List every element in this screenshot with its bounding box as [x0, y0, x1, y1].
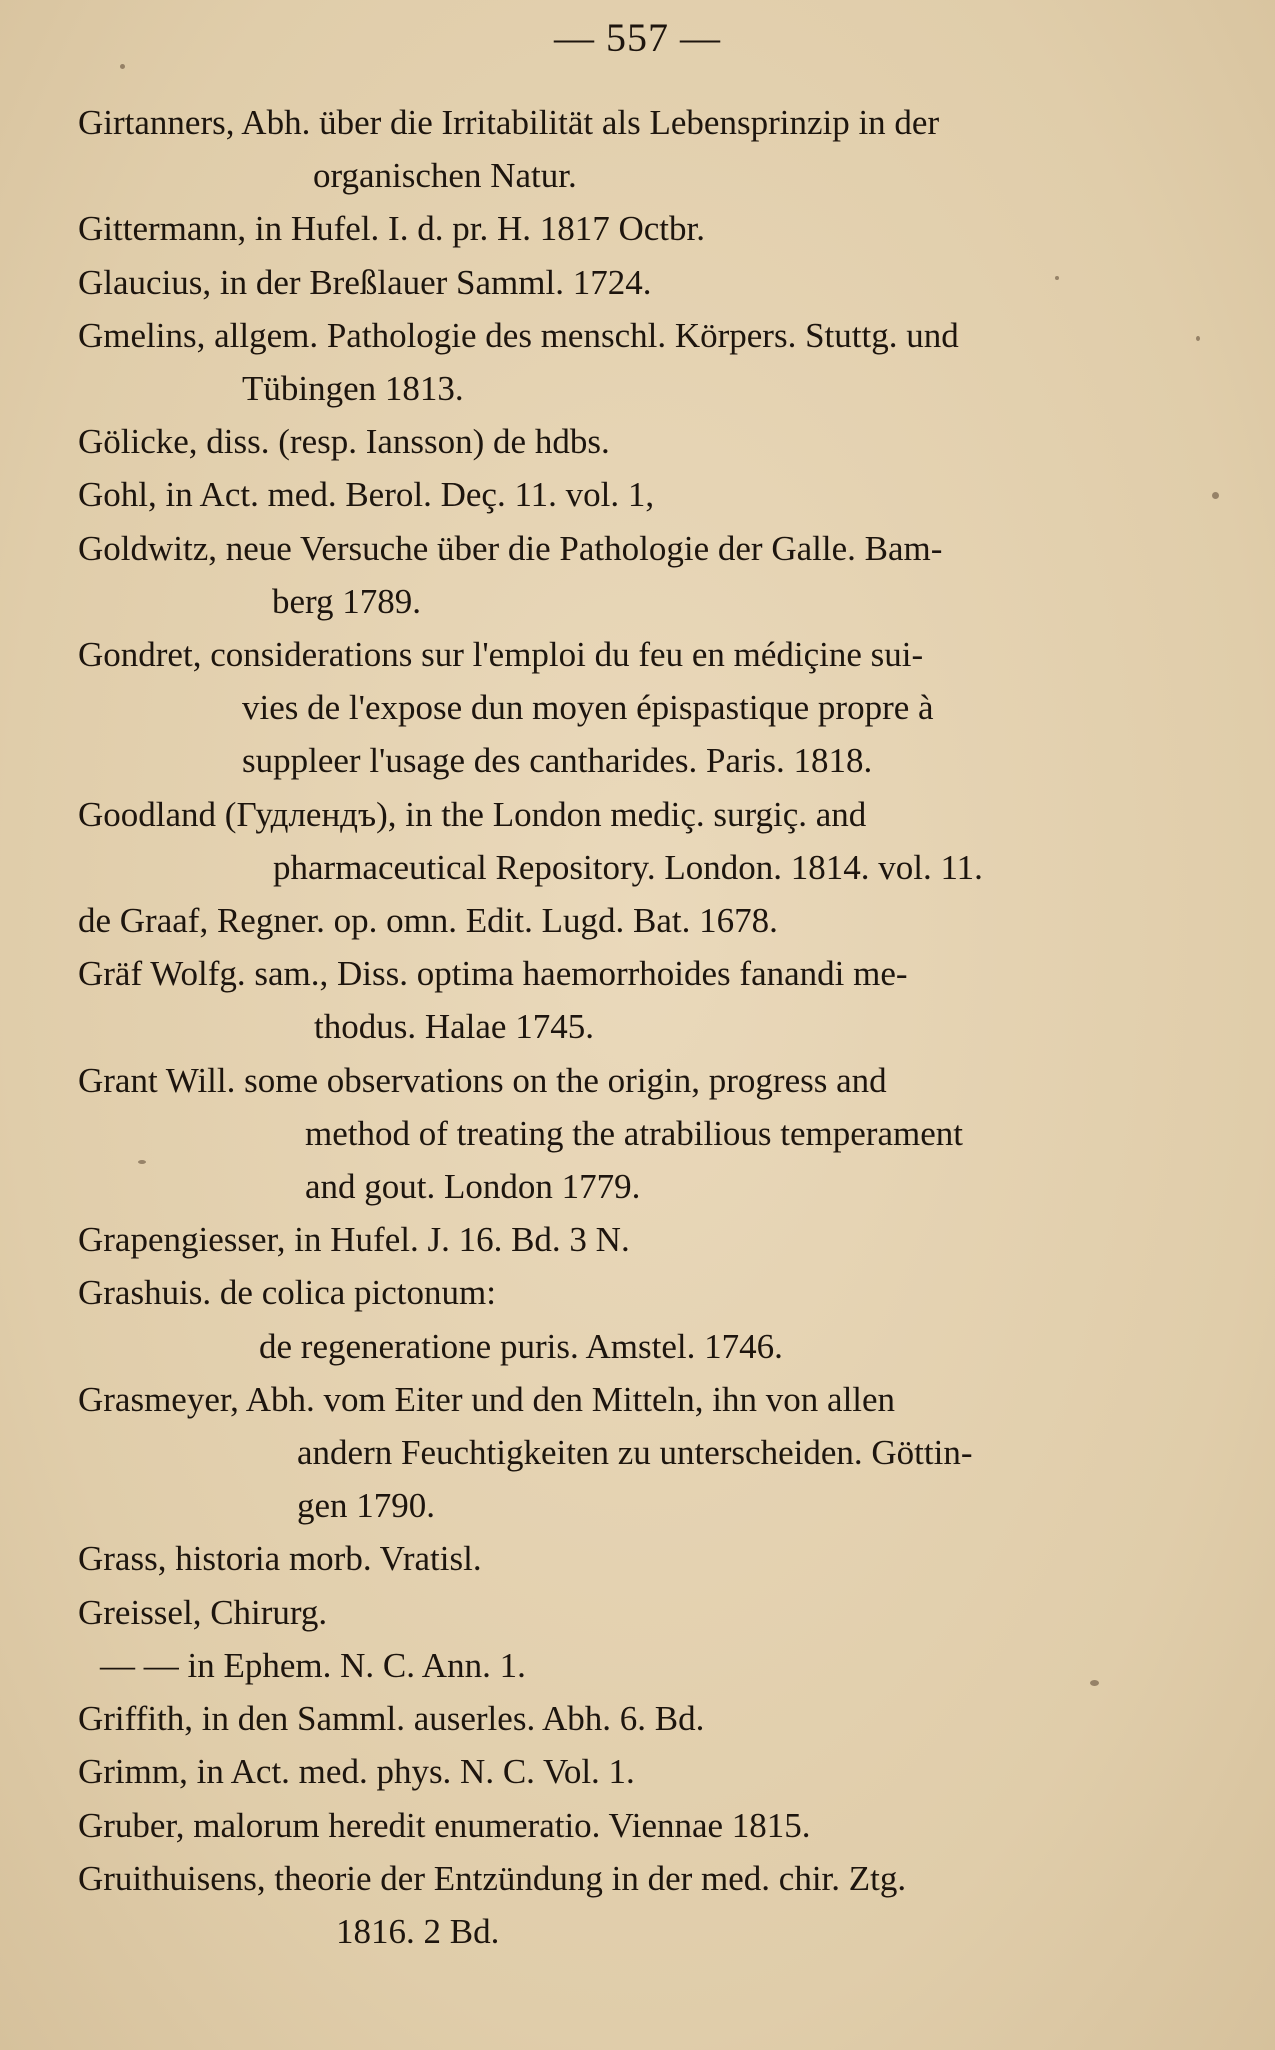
list-item	[78, 415, 1174, 468]
list-item	[78, 96, 1174, 202]
entry-line: Gittermann, in Hufel. I. d. pr. H. 1817 Octbr.	[78, 209, 705, 249]
entry-line: berg 1789.	[272, 581, 422, 621]
entry-line: — — in Ephem. N. C. Ann. 1.	[100, 1645, 526, 1685]
entry-line: Girtanners, Abh. über die Irritabilität als Lebensprinzip in der	[78, 103, 940, 142]
list-item	[78, 1639, 1174, 1692]
entry-line: Grass, historia morb. Vratisl.	[78, 1539, 482, 1579]
list-item	[78, 468, 1174, 521]
page-number: — 557 —	[554, 15, 721, 60]
list-item	[78, 1373, 1174, 1533]
entry-line: Gruithuisens, theorie der Entzündung in der med. chir. Ztg.	[78, 1858, 907, 1898]
list-item	[78, 788, 1174, 894]
entry-line: Grapengiesser, in Hufel. J. 16. Bd. 3 N.	[78, 1220, 630, 1260]
entry-line: Gruber, malorum heredit enumeratio. Viennae 1815.	[78, 1805, 811, 1845]
paper-speck	[138, 1160, 146, 1164]
list-item	[78, 1745, 1174, 1798]
list-item	[78, 947, 1174, 1053]
paper-speck	[1090, 1680, 1099, 1686]
entry-line: Grimm, in Act. med. phys. N. C. Vol. 1.	[78, 1752, 635, 1792]
list-item	[78, 628, 1174, 788]
list-item	[78, 1799, 1174, 1852]
list-item	[78, 202, 1174, 255]
entry-line: Gölicke, diss. (resp. Iansson) de hdbs.	[78, 422, 610, 462]
entry-line: suppleer l'usage des cantharides. Paris. 1818.	[242, 741, 873, 781]
entry-line: Gohl, in Act. med. Berol. Deç. 11. vol. 1,	[78, 475, 655, 515]
paper-speck	[1196, 336, 1200, 341]
entry-line: Tübingen 1813.	[242, 369, 464, 409]
list-item	[78, 1852, 1174, 1958]
entry-line: de regeneratione puris. Amstel. 1746.	[259, 1326, 783, 1366]
entry-line: gen 1790.	[297, 1486, 436, 1526]
entry-line: andern Feuchtigkeiten zu unterscheiden. Göttin-	[297, 1433, 973, 1473]
bibliography-list	[78, 96, 1174, 1958]
list-item	[78, 1054, 1174, 1214]
list-item	[78, 1266, 1174, 1372]
list-item	[78, 1692, 1174, 1745]
entry-line: Grasmeyer, Abh. vom Eiter und den Mitteln, ihn von allen	[78, 1379, 896, 1419]
entry-line: Grant Will. some observations on the origin, progress and	[78, 1060, 887, 1100]
entry-line: Gräf Wolfg. sam., Diss. optima haemorrhoides fanandi me-	[78, 954, 908, 994]
entry-line: organischen Natur.	[313, 156, 577, 196]
entry-line: Gmelins, allgem. Pathologie des menschl. Körpers. Stuttg. und	[78, 315, 959, 355]
list-item	[78, 894, 1174, 947]
list-item	[78, 309, 1174, 415]
entry-line: thodus. Halae 1745.	[314, 1007, 594, 1047]
entry-line: 1816. 2 Bd.	[336, 1911, 500, 1951]
entry-line: Grashuis. de colica pictonum:	[78, 1273, 496, 1313]
paper-speck	[120, 64, 125, 69]
entry-line: Glaucius, in der Breßlauer Samml. 1724.	[78, 262, 652, 302]
list-item	[78, 1213, 1174, 1266]
entry-line: Gondret, considerations sur l'emploi du feu en médiçine sui-	[78, 635, 924, 675]
paper-speck	[1055, 276, 1059, 280]
entry-line: Greissel, Chirurg.	[78, 1592, 328, 1632]
list-item	[78, 522, 1174, 628]
entry-line: pharmaceutical Repository. London. 1814. vol. 11.	[273, 847, 983, 887]
entry-line: Goldwitz, neue Versuche über die Pathologie der Galle. Bam-	[78, 528, 943, 568]
list-item	[78, 1586, 1174, 1639]
list-item	[78, 1532, 1174, 1585]
entry-line: method of treating the atrabilious temperament	[305, 1113, 963, 1153]
entry-line: vies de l'expose dun moyen épispastique propre à	[242, 688, 934, 728]
entry-line: de Graaf, Regner. op. omn. Edit. Lugd. Bat. 1678.	[78, 901, 778, 941]
entry-line: Goodland (Гудлендъ), in the London mediç. surgiç. and	[78, 794, 867, 834]
list-item	[78, 256, 1174, 309]
entry-line: and gout. London 1779.	[305, 1167, 641, 1207]
entry-line: Griffith, in den Samml. auserles. Abh. 6. Bd.	[78, 1699, 705, 1739]
paper-speck	[1212, 492, 1219, 499]
